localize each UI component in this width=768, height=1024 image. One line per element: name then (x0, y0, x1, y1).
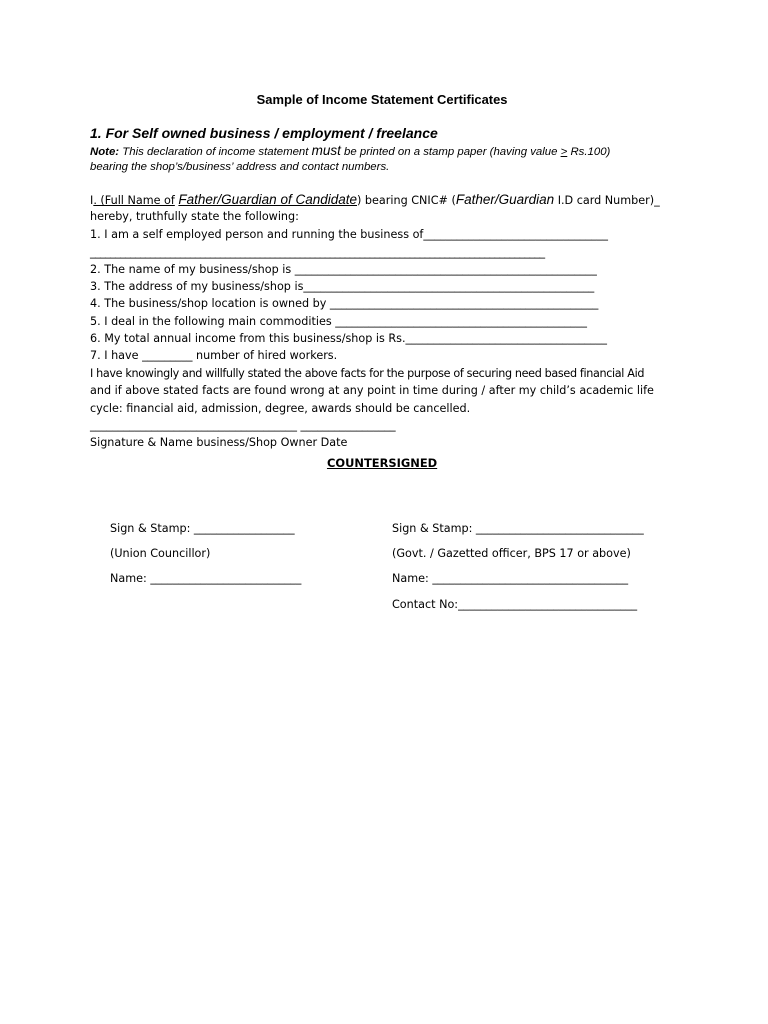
note-must: must (311, 143, 341, 158)
item-7: 7. I have _________ number of hired workers. (90, 349, 338, 362)
item-1: 1. I am a self employed person and running the business of_________________________________ (90, 228, 608, 241)
declaration-hereby: hereby, truthfully state the following: (90, 210, 299, 223)
note-line-2: bearing the shop’s/business’ address and contact numbers. (90, 161, 390, 173)
note-label: Note: (90, 146, 120, 158)
left-name: Name: ___________________________ (110, 572, 302, 585)
section-heading: 1. For Self owned business / employment / freelance (90, 125, 438, 141)
right-name: Name: ___________________________________ (392, 572, 629, 585)
right-contact: Contact No:________________________________ (392, 598, 638, 611)
note-text-3: Rs.100) (570, 146, 611, 158)
item-3: 3. The address of my business/shop is____________________________________________________ (90, 280, 595, 293)
signature-caption: Signature & Name business/Shop Owner Date (90, 436, 348, 449)
left-sign-stamp: Sign & Stamp: __________________ (110, 522, 295, 535)
item-2: 2. The name of my business/shop is ______________________________________________________ (90, 263, 597, 276)
declaration-idcard: I.D card Number)_ (557, 194, 660, 207)
item-6: 6. My total annual income from this business/shop is Rs.____________________________________ (90, 332, 607, 345)
declaration-i: I (90, 194, 94, 207)
acknowledgement-line-3: cycle: financial aid, admission, degree, awards should be cancelled. (90, 402, 471, 415)
item-4: 4. The business/shop location is owned by ________________________________________________ (90, 297, 599, 310)
declaration-cnic: ) bearing CNIC# ( (357, 194, 456, 207)
countersigned-heading: COUNTERSIGNED (326, 456, 438, 470)
acknowledgement-line-1: I have knowingly and willfully stated the above facts for the purpose of securing need based financial Aid (90, 367, 645, 380)
acknowledgement-line-2: and if above stated facts are found wrong at any point in time during / after my child’s academic life (90, 384, 654, 397)
note-ge-symbol: > (560, 146, 568, 158)
note-text-2: be printed on a stamp paper (having value (344, 146, 558, 158)
right-role: (Govt. / Gazetted officer, BPS 17 or above) (392, 547, 631, 560)
signature-blank-line: _____________________________________ _________________ (90, 419, 396, 432)
note-line-1 (90, 143, 610, 160)
item-1-continuation: ___________________________________________________________________________________________ (90, 246, 545, 259)
left-role: (Union Councillor) (110, 547, 211, 560)
document-title: Sample of Income Statement Certificates (256, 92, 508, 107)
declaration-line (90, 192, 660, 209)
item-5: 5. I deal in the following main commodities _____________________________________________ (90, 315, 587, 328)
note-text-1: This declaration of income statement (122, 146, 309, 158)
declaration-father: Father/Guardian (455, 192, 555, 207)
note-block (90, 143, 610, 175)
declaration-candidate: Father/Guardian of Candidate (178, 192, 358, 207)
declaration-prefix: . (Full Name of (93, 194, 175, 207)
right-sign-stamp: Sign & Stamp: ______________________________ (392, 522, 644, 535)
